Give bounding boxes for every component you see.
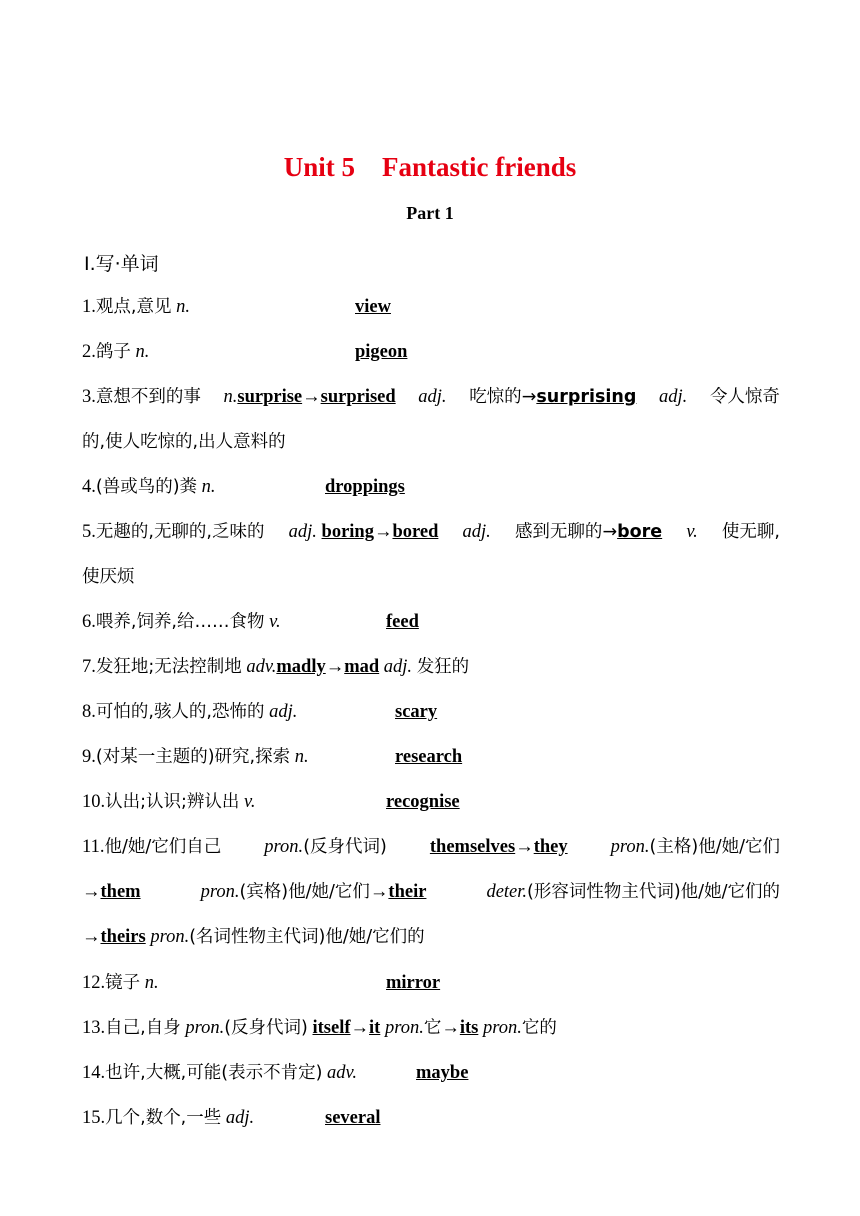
answer: bored bbox=[392, 522, 439, 542]
answer: they bbox=[533, 837, 568, 857]
answer: pigeon bbox=[355, 342, 408, 362]
vocab-item-11-line2: →them pron.(宾格)他/她/它们→their deter.(形容词性物主代词)他/她/它们的 bbox=[82, 882, 780, 902]
vocab-item-8: 8.可怕的,骇人的,恐怖的 adj. scary bbox=[82, 699, 297, 725]
answer: scary bbox=[395, 702, 438, 722]
answer: theirs bbox=[100, 927, 146, 947]
answer: their bbox=[388, 882, 427, 902]
vocab-item-13: 13.自己,自身 pron.(反身代词) itself→it pron.它→its pron.它的 bbox=[82, 1018, 557, 1038]
vocab-item-11-line3: →theirs pron.(名词性物主代词)他/她/它们的 bbox=[82, 927, 425, 947]
part-subtitle: Part 1 bbox=[406, 203, 454, 223]
vocab-item-1: 1.观点,意见 n. view bbox=[82, 294, 190, 320]
answer: themselves bbox=[429, 837, 516, 857]
vocab-item-5: 5.无趣的,无聊的,乏味的 adj. boring→bored adj. 感到无聊的→bore v. 使无聊, bbox=[82, 522, 780, 542]
vocab-item-6: 6.喂养,饲养,给……食物 v. feed bbox=[82, 609, 281, 635]
answer: mirror bbox=[386, 973, 441, 993]
vocab-item-2: 2.鸽子 n. pigeon bbox=[82, 339, 149, 365]
answer: itself bbox=[312, 1018, 351, 1038]
answer: maybe bbox=[416, 1063, 469, 1083]
vocab-item-4: 4.(兽或鸟的)粪 n. droppings bbox=[82, 474, 216, 500]
answer: madly bbox=[276, 657, 326, 677]
answer: several bbox=[325, 1108, 381, 1128]
answer: mad bbox=[344, 657, 380, 677]
answer: droppings bbox=[325, 477, 405, 497]
vocab-item-9: 9.(对某一主题的)研究,探索 n. research bbox=[82, 744, 309, 770]
vocab-item-15: 15.几个,数个,一些 adj. several bbox=[82, 1105, 254, 1131]
answer: its bbox=[459, 1018, 479, 1038]
vocab-item-5-cont: 使厌烦 bbox=[82, 567, 135, 587]
vocab-item-14: 14.也许,大概,可能(表示不肯定) adv. maybe bbox=[82, 1060, 357, 1086]
answer: them bbox=[100, 882, 141, 902]
answer: surprised bbox=[320, 387, 396, 407]
vocab-item-3-cont: 的,使人吃惊的,出人意料的 bbox=[82, 432, 286, 452]
answer: view bbox=[355, 297, 391, 317]
answer: surprising bbox=[536, 387, 637, 407]
vocab-item-7: 7.发狂地;无法控制地 adv.madly→mad adj. 发狂的 bbox=[82, 657, 470, 677]
vocab-item-3: 3.意想不到的事 n.surprise→surprised adj. 吃惊的→surprising adj. 令人惊奇 bbox=[82, 387, 780, 407]
answer: boring bbox=[321, 522, 374, 542]
answer: research bbox=[395, 747, 463, 767]
answer: feed bbox=[386, 612, 419, 632]
section-heading: Ⅰ.写·单词 bbox=[84, 253, 159, 275]
unit-title: Unit 5 Fantastic friends bbox=[283, 152, 577, 182]
vocab-item-11: 11.他/她/它们自己 pron.(反身代词) themselves→they pron.(主格)他/她/它们 bbox=[82, 837, 780, 857]
answer: recognise bbox=[386, 792, 460, 812]
answer: bore bbox=[617, 522, 663, 542]
vocab-item-12: 12.镜子 n. mirror bbox=[82, 970, 159, 996]
answer: surprise bbox=[237, 387, 303, 407]
answer: it bbox=[369, 1018, 381, 1038]
vocab-item-10: 10.认出;认识;辨认出 v. recognise bbox=[82, 789, 256, 815]
